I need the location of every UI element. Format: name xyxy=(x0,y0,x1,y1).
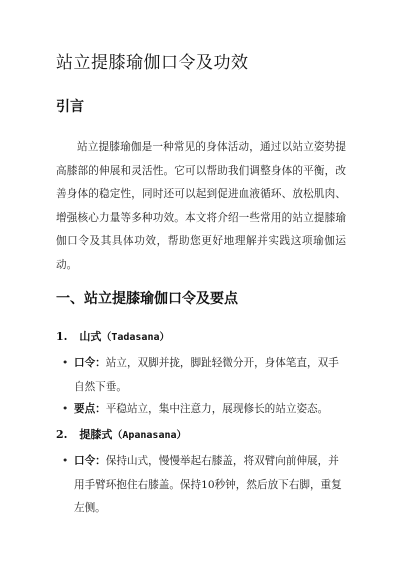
bullet-icon: • xyxy=(62,403,69,415)
pose-name: 山式 xyxy=(79,330,102,343)
section-heading: 一、站立提膝瑜伽口令及要点 xyxy=(56,291,238,307)
pose-name: 提膝式 xyxy=(79,428,113,441)
pose-number: 2. xyxy=(56,428,68,441)
bullet-icon: • xyxy=(62,357,69,369)
item-label: 口令： xyxy=(74,455,106,467)
item-text: 平稳站立，集中注意力，展现修长的站立姿态。 xyxy=(105,403,329,415)
pose-number: 1. xyxy=(56,330,68,343)
intro-paragraph: 站立提膝瑜伽是一种常见的身体活动，通过以站立姿势提高膝部的伸展和灵活性。它可以帮助我们调整身体的平衡，改善身体的稳定性，同时还可以起到促进血液循环、放松肌肉、增强核心力量等多种功效。本文将介绍一些常用的站立提膝瑜伽口令及其具体功效，帮助您更好地理解并实践这项瑜伽运动。 xyxy=(56,141,346,271)
pose-heading-knee-lift xyxy=(56,426,187,442)
item-text: 保持山式，慢慢举起右膝盖，将双臂向前伸展，并用手臂环抱住右膝盖。保持10秒钟，然后放下右脚，重复左侧。 xyxy=(74,455,342,514)
list-item xyxy=(62,398,346,422)
intro-heading: 引言 xyxy=(56,99,84,115)
bullet-icon: • xyxy=(62,455,69,467)
pose-latin-name: （Apanasana） xyxy=(112,430,187,441)
item-label: 要点： xyxy=(74,403,106,415)
item-text: 站立，双脚并拢，脚趾轻微分开，身体笔直，双手自然下垂。 xyxy=(74,357,339,393)
document-title: 站立提膝瑜伽口令及功效 xyxy=(56,53,249,73)
list-item xyxy=(62,450,346,521)
item-label: 口令： xyxy=(74,357,106,369)
pose-latin-name: （Tadasana） xyxy=(101,332,170,343)
pose-heading-mountain xyxy=(56,328,170,344)
list-item xyxy=(62,352,346,399)
